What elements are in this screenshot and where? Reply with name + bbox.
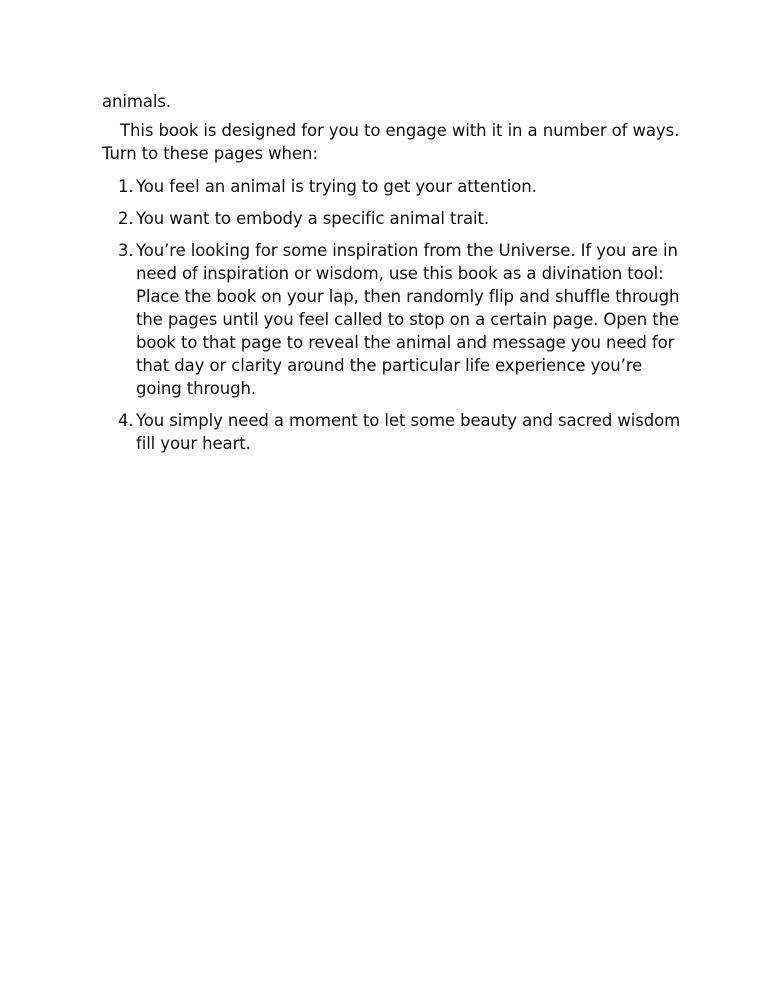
list-item bbox=[102, 239, 682, 400]
list-number: 2. bbox=[118, 209, 134, 228]
list-item-text: You’re looking for some inspiration from the Universe. If you are in need of inspiration or wisdom, use this book as a divination tool: Place the book on your lap, then randomly flip and shuffle through the pages until you feel called to stop on a certain page. Open the book to that page to reveal the animal and message you need for that day or clarity around the particular life experience you’re going through. bbox=[136, 241, 680, 398]
list-item bbox=[102, 409, 682, 455]
list-number: 3. bbox=[118, 241, 134, 260]
list-item bbox=[102, 175, 682, 198]
body-text bbox=[102, 90, 682, 464]
continued-paragraph: animals. bbox=[102, 92, 171, 111]
list-item bbox=[102, 207, 682, 230]
list-item-text: You simply need a moment to let some beauty and sacred wisdom fill your heart. bbox=[136, 411, 681, 453]
list-item-text: You feel an animal is trying to get your attention. bbox=[136, 177, 537, 196]
list-item-text: You want to embody a specific animal trait. bbox=[136, 209, 490, 228]
list-number: 4. bbox=[118, 411, 134, 430]
numbered-list bbox=[102, 175, 682, 455]
intro-paragraph: This book is designed for you to engage with it in a number of ways. Turn to these pages when: bbox=[102, 121, 680, 163]
list-number: 1. bbox=[118, 177, 134, 196]
